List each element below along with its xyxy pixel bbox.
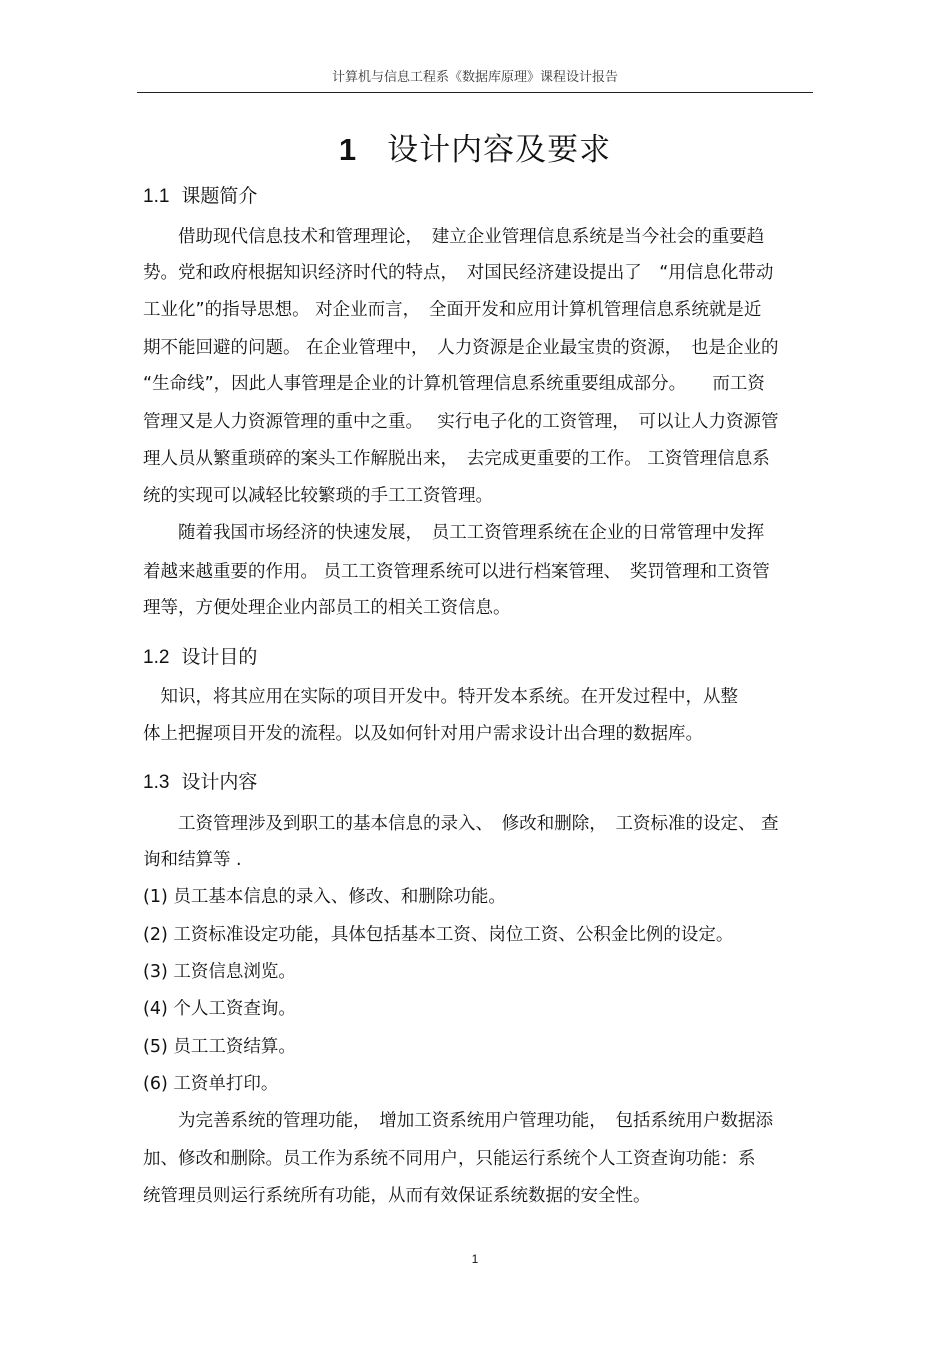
section-heading-1-1: [143, 181, 257, 208]
section-number: 1.3: [143, 772, 170, 793]
paragraph-line: 期不能回避的问题。 在企业管理中， 人力资源是企业最宝贵的资源， 也是企业的: [143, 338, 779, 358]
paragraph-line: 工业化”的指导思想。 对企业而言， 全面开发和应用计算机管理信息系统就是近: [143, 300, 762, 320]
section-title: 设计目的: [181, 646, 258, 668]
paragraph-line: 随着我国市场经济的快速发展， 员工工资管理系统在企业的日常管理中发挥: [143, 523, 765, 543]
chapter-title-text: 设计内容及要求: [387, 132, 612, 168]
paragraph-line: 加、修改和删除。员工作为系统不同用户，只能运行系统个人工资查询功能：系: [143, 1149, 756, 1169]
list-item: (2) 工资标准设定功能，具体包括基本工资、岗位工资、公积金比例的设定。: [143, 925, 734, 945]
paragraph-line: 理等，方便处理企业内部员工的相关工资信息。: [143, 598, 511, 618]
chapter-number: 1: [338, 132, 358, 167]
paragraph-line: 借助现代信息技术和管理理论， 建立企业管理信息系统是当今社会的重要趋: [143, 227, 765, 247]
paragraph-line: 统管理员则运行系统所有功能，从而有效保证系统数据的安全性。: [143, 1186, 651, 1206]
section-heading-1-3: [143, 767, 257, 794]
list-item: (6) 工资单打印。: [143, 1074, 279, 1094]
paragraph-line: 统的实现可以减轻比较繁琐的手工工资管理。: [143, 486, 493, 506]
list-item: (4) 个人工资查询。: [143, 999, 296, 1019]
paragraph-line: 理人员从繁重琐碎的案头工作解脱出来， 去完成更重要的工作。 工资管理信息系: [143, 449, 770, 469]
page-number: 1: [471, 1252, 479, 1266]
paragraph-line: 管理又是人力资源管理的重中之重。 实行电子化的工资管理， 可以让人力资源管: [143, 412, 779, 432]
paragraph-line: 着越来越重要的作用。 员工工资管理系统可以进行档案管理、 奖罚管理和工资管: [143, 562, 770, 582]
section-number: 1.1: [143, 186, 170, 207]
paragraph-line: 工资管理涉及到职工的基本信息的录入、 修改和删除， 工资标准的设定、 查: [143, 814, 779, 834]
paragraph-line: 势。党和政府根据知识经济时代的特点， 对国民经济建设提出了 “用信息化带动: [143, 263, 774, 283]
list-item: (3) 工资信息浏览。: [143, 962, 296, 982]
running-header: 计算机与信息工程系《数据库原理》课程设计报告: [331, 70, 618, 85]
section-title: 设计内容: [181, 771, 258, 793]
section-heading-1-2: [143, 642, 257, 669]
paragraph-line: 询和结算等 .: [143, 850, 242, 870]
paragraph-line: “生命线”，因此人事管理是企业的计算机管理信息系统重要组成部分。 而工资: [143, 374, 765, 394]
paragraph-line: 体上把握项目开发的流程。以及如何针对用户需求设计出合理的数据库。: [143, 724, 703, 744]
paragraph-line: 为完善系统的管理功能， 增加工资系统用户管理功能， 包括系统用户数据添: [143, 1111, 773, 1131]
header-rule: [137, 92, 813, 93]
list-item: (5) 员工工资结算。: [143, 1037, 296, 1057]
section-number: 1.2: [143, 647, 170, 668]
section-title: 课题简介: [181, 185, 258, 207]
paragraph-line: 知识，将其应用在实际的项目开发中。特开发本系统。在开发过程中，从整: [143, 687, 738, 707]
list-item: (1) 员工基本信息的录入、修改、和删除功能。: [143, 887, 506, 907]
chapter-title: [0, 124, 950, 169]
